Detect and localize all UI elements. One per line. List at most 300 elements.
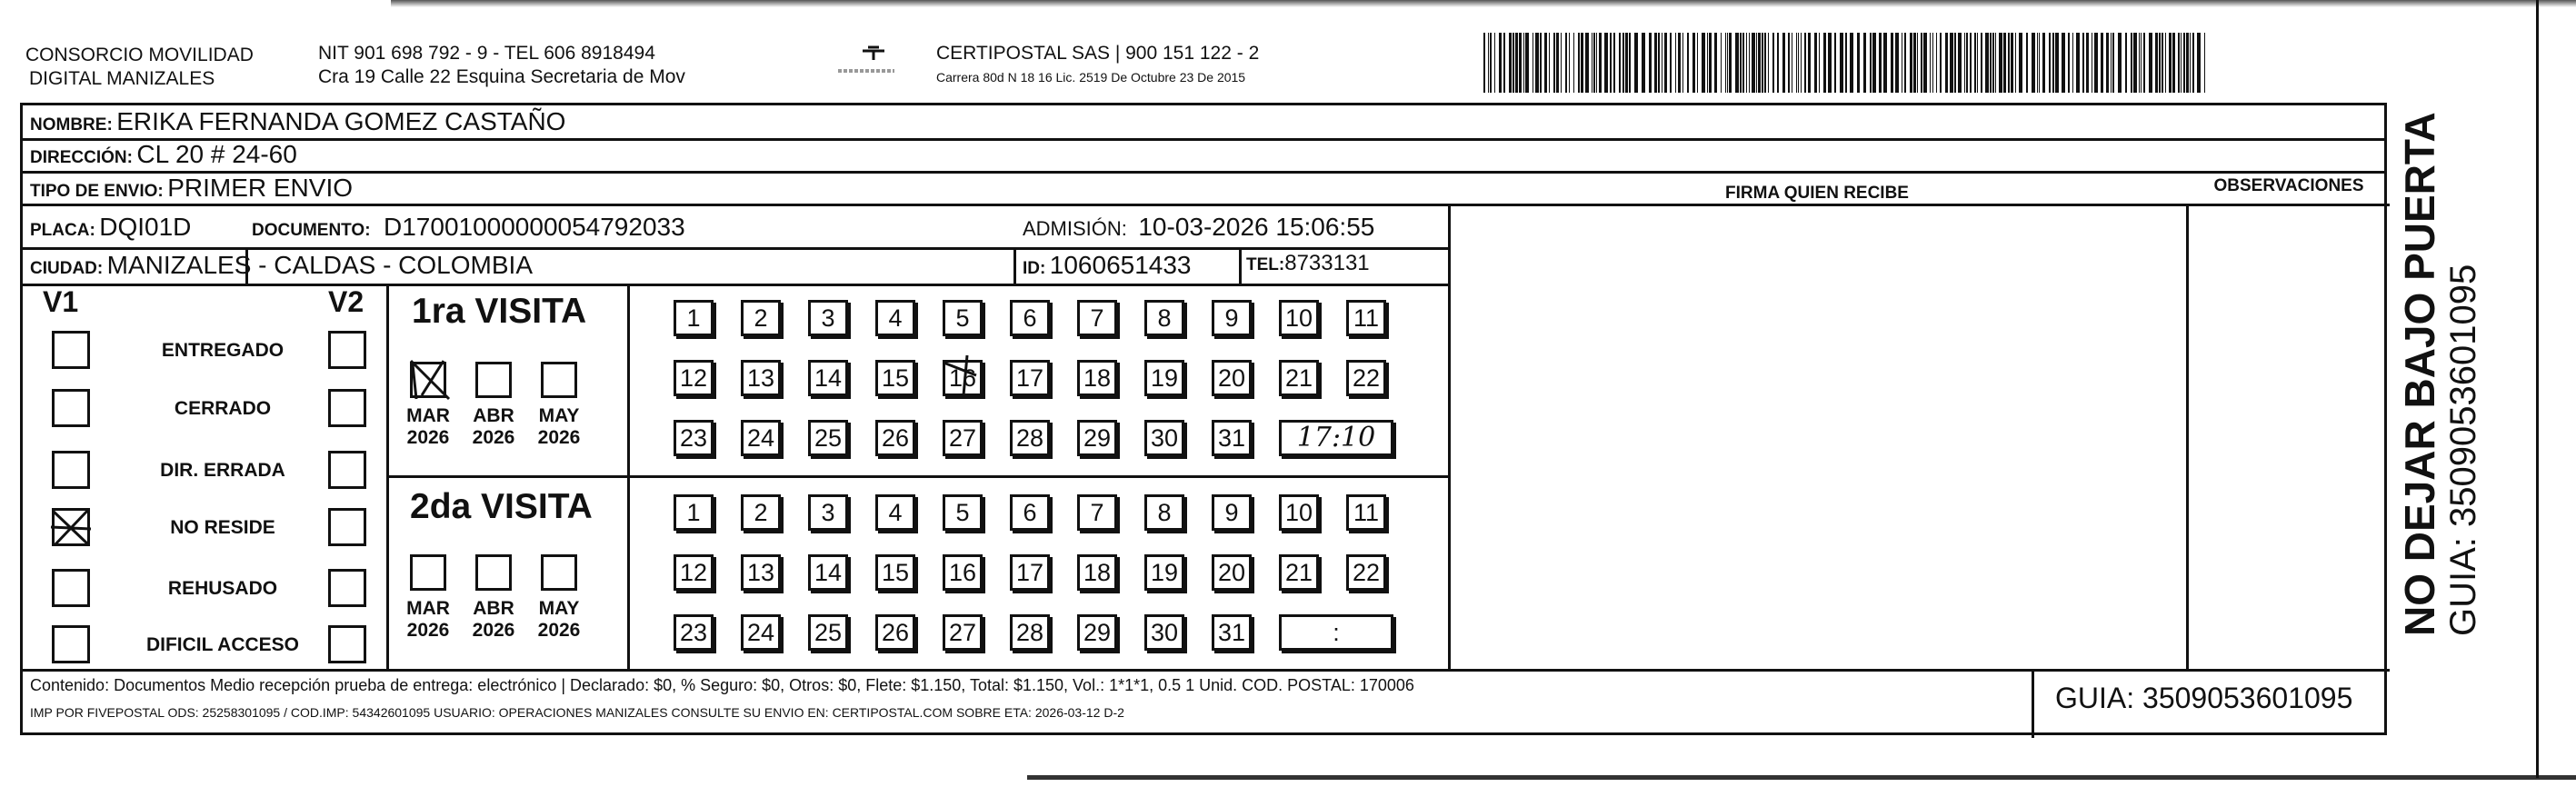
barcode-bar	[1768, 33, 1769, 93]
visit1-day-14[interactable]: 14	[808, 360, 848, 396]
visit2-day-23[interactable]: 23	[674, 614, 714, 651]
side-warning: NO DEJAR BAJO PUERTA	[2396, 112, 2443, 636]
barcode-bar	[1740, 33, 1742, 93]
barcode-bar	[2141, 33, 2142, 93]
month-year: 2026	[537, 427, 581, 448]
col-tel-sep	[1239, 247, 1242, 284]
barcode-bar	[1622, 33, 1624, 93]
courier-line: CERTIPOSTAL SAS | 900 151 122 - 2	[936, 43, 1260, 64]
barcode-bar	[1845, 33, 1847, 93]
barcode-bar	[1742, 33, 1744, 93]
barcode-bar	[1535, 33, 1539, 93]
barcode-bar	[2008, 33, 2010, 93]
visit2-day-11[interactable]: 11	[1346, 494, 1386, 531]
visit2-day-22[interactable]: 22	[1346, 554, 1386, 591]
barcode-bar	[2192, 33, 2194, 93]
barcode-bar	[1819, 33, 1820, 93]
visit2-day-2[interactable]: 2	[741, 494, 781, 531]
barcode-bar	[1629, 33, 1631, 93]
barcode-bar	[1954, 33, 1956, 93]
visit2-day-29[interactable]: 29	[1077, 614, 1117, 651]
top-edge-shadow	[391, 0, 2576, 7]
visit1-day-5[interactable]: 5	[943, 300, 983, 336]
visit1-day-18[interactable]: 18	[1077, 360, 1117, 396]
visit1-day-31[interactable]: 31	[1212, 420, 1252, 456]
main-form	[20, 103, 2387, 735]
barcode	[1483, 33, 2211, 93]
visit1-day-21[interactable]: 21	[1279, 360, 1319, 396]
barcode-bar	[1808, 33, 1811, 93]
barcode-bar	[1872, 33, 1876, 93]
barcode-bar	[2062, 33, 2065, 93]
barcode-bar	[1613, 33, 1615, 93]
admision-value: 10-03-2026 15:06:55	[1138, 213, 1375, 241]
barcode-bar	[1490, 33, 1492, 93]
v2-label: V2	[328, 285, 364, 318]
barcode-bar	[1974, 33, 1976, 93]
courier-info	[936, 42, 1259, 85]
barcode-bar	[1634, 33, 1638, 93]
direccion-label: DIRECCIÓN:	[30, 148, 133, 167]
barcode-bar	[2094, 33, 2098, 93]
barcode-bar	[2169, 33, 2172, 93]
rule-1	[23, 138, 2384, 141]
option-label-1: ENTREGADO	[161, 340, 285, 361]
visit1-day-16[interactable]	[943, 360, 983, 396]
barcode-bar	[1999, 33, 2002, 93]
barcode-bar	[1904, 33, 1906, 93]
col-admision-sep	[1013, 247, 1016, 284]
v2-checkbox-4[interactable]	[328, 508, 366, 546]
barcode-bar	[2039, 33, 2040, 93]
barcode-bar	[2026, 33, 2028, 93]
guia-box: GUIA: 3509053601095	[2055, 682, 2353, 714]
month-year: 2026	[472, 620, 515, 641]
visit1-day-19[interactable]: 19	[1144, 360, 1184, 396]
barcode-bar	[2112, 33, 2114, 93]
visit1-day-22[interactable]: 22	[1346, 360, 1386, 396]
id-cell	[1023, 251, 1192, 280]
barcode-bar	[1895, 33, 1899, 93]
barcode-bar	[1540, 33, 1542, 93]
placa-cell	[30, 213, 191, 242]
barcode-bar	[2131, 33, 2132, 93]
barcode-bar	[1828, 33, 1832, 93]
day-number: 16	[948, 364, 977, 392]
v2-checkbox-1[interactable]	[328, 331, 366, 369]
visit1-day-23[interactable]: 23	[674, 420, 714, 456]
barcode-bar	[1702, 33, 1705, 93]
visit1-day-20[interactable]: 20	[1212, 360, 1252, 396]
barcode-bar	[1950, 33, 1953, 93]
month-name: MAY	[538, 405, 580, 426]
barcode-bar	[1970, 33, 1972, 93]
barcode-bar	[1658, 33, 1660, 93]
address-line: Cra 19 Calle 22 Esquina Secretaria de Mov	[318, 66, 685, 87]
visit2-day-16[interactable]: 16	[943, 554, 983, 591]
visit2-time-box[interactable]: :	[1279, 614, 1393, 651]
barcode-bar	[1883, 33, 1887, 93]
barcode-bar	[1729, 33, 1732, 93]
visit2-month-label-mar	[401, 598, 455, 642]
visit1-day-6[interactable]: 6	[1010, 300, 1050, 336]
visit2-day-13[interactable]: 13	[741, 554, 781, 591]
barcode-bar	[1990, 33, 1992, 93]
company-contact	[318, 42, 685, 89]
company-name	[25, 44, 254, 91]
visit2-day-5[interactable]: 5	[943, 494, 983, 531]
barcode-bar	[1523, 33, 1524, 93]
barcode-bar	[1891, 33, 1893, 93]
barcode-bar	[1642, 33, 1645, 93]
col-obs-left	[2186, 204, 2189, 669]
visit1-day-8[interactable]: 8	[1144, 300, 1184, 336]
tipo-envio-label: TIPO DE ENVIO:	[30, 182, 164, 201]
option-label-3: DIR. ERRADA	[160, 460, 285, 481]
barcode-bar	[1599, 33, 1602, 93]
barcode-bar	[1654, 33, 1657, 93]
visit2-month-box-may[interactable]	[541, 554, 577, 591]
visit1-time-box[interactable]: 17:10	[1279, 420, 1393, 456]
visit2-day-6[interactable]: 6	[1010, 494, 1050, 531]
barcode-bar	[1964, 33, 1965, 93]
barcode-bar	[1840, 33, 1843, 93]
barcode-bar	[1992, 33, 1994, 93]
barcode-bar	[1675, 33, 1676, 93]
month-name: MAR	[406, 405, 450, 426]
barcode-bar	[1592, 33, 1593, 93]
first-visit-title: 1ra VISITA	[412, 292, 587, 331]
barcode-bar	[1788, 33, 1790, 93]
v1-checkbox-2[interactable]	[52, 389, 90, 427]
barcode-bar	[2003, 33, 2006, 93]
barcode-bar	[2049, 33, 2051, 93]
v2-checkbox-3[interactable]	[328, 451, 366, 489]
visit1-month-box-mar[interactable]	[410, 362, 446, 398]
admision-cell	[1023, 213, 1374, 242]
rule-footer	[23, 669, 2390, 672]
barcode-bar	[1930, 33, 1931, 93]
month-name: ABR	[473, 598, 514, 619]
barcode-bar	[1692, 33, 1695, 93]
tipo-envio-row	[30, 174, 353, 203]
visit1-month-label-mar	[401, 405, 455, 449]
barcode-bar	[2032, 33, 2035, 93]
v1-checkbox-1[interactable]	[52, 331, 90, 369]
barcode-bar	[1727, 33, 1728, 93]
barcode-bar	[1707, 33, 1708, 93]
barcode-bar	[1735, 33, 1739, 93]
barcode-bar	[1879, 33, 1882, 93]
month-name: ABR	[473, 405, 514, 426]
barcode-bar	[2178, 33, 2180, 93]
nombre-value: ERIKA FERNANDA GOMEZ CASTAÑO	[116, 107, 566, 135]
barcode-bar	[1777, 33, 1779, 93]
barcode-bar	[2106, 33, 2109, 93]
barcode-bar	[1977, 33, 1978, 93]
barcode-bar	[1515, 33, 1518, 93]
barcode-bar	[1483, 33, 1485, 93]
v2-checkbox-2[interactable]	[328, 389, 366, 427]
rule-4	[23, 247, 1448, 250]
barcode-bar	[1981, 33, 1982, 93]
barcode-bar	[1585, 33, 1589, 93]
visit1-day-29[interactable]: 29	[1077, 420, 1117, 456]
visit2-month-box-mar[interactable]	[410, 554, 446, 591]
barcode-bar	[1917, 33, 1918, 93]
company-line-1: CONSORCIO MOVILIDAD	[25, 45, 254, 65]
barcode-bar	[1758, 33, 1761, 93]
barcode-bar	[2019, 33, 2022, 93]
barcode-bar	[1697, 33, 1698, 93]
visit1-day-25[interactable]: 25	[808, 420, 848, 456]
v2-checkbox-6[interactable]	[328, 625, 366, 663]
barcode-bar	[1910, 33, 1912, 93]
visit2-day-15[interactable]: 15	[875, 554, 915, 591]
contenido-line: Contenido: Documentos Medio recepción prueba de entrega: electrónico | Declarado: $0, % Seguro: $0, Otros: $0, Flete: $1.150, Total: $1.150, Vol.: 1*1*1, 0.5 1 Unid. COD. POSTAL: 170006	[30, 676, 1414, 694]
side-warning-block	[2396, 55, 2514, 636]
courier-logo-icon	[860, 44, 887, 62]
visit2-day-28[interactable]: 28	[1010, 614, 1050, 651]
barcode-bar	[2162, 33, 2163, 93]
barcode-bar	[1649, 33, 1652, 93]
barcode-bar	[1709, 33, 1712, 93]
barcode-bar	[1549, 33, 1550, 93]
nit-line: NIT 901 698 792 - 9 - TEL 606 8918494	[318, 43, 655, 64]
barcode-bar	[2143, 33, 2145, 93]
visit1-day-2[interactable]: 2	[741, 300, 781, 336]
barcode-bar	[2190, 33, 2191, 93]
visit1-month-label-may	[532, 405, 586, 449]
visit2-day-19[interactable]: 19	[1144, 554, 1184, 591]
barcode-bar	[1714, 33, 1717, 93]
barcode-bar	[1995, 33, 1996, 93]
barcode-bar	[1604, 33, 1608, 93]
barcode-bar	[2204, 33, 2205, 93]
option-label-5: REHUSADO	[167, 578, 278, 599]
visit1-month-box-may[interactable]	[541, 362, 577, 398]
barcode-bar	[1596, 33, 1597, 93]
visit1-day-28[interactable]: 28	[1010, 420, 1050, 456]
visit1-day-10[interactable]: 10	[1279, 300, 1319, 336]
month-year: 2026	[472, 427, 515, 448]
barcode-bar	[1796, 33, 1797, 93]
barcode-bar	[1936, 33, 1937, 93]
visit2-day-26[interactable]: 26	[875, 614, 915, 651]
barcode-bar	[2181, 33, 2182, 93]
v1-checkbox-5[interactable]	[52, 569, 90, 607]
barcode-bar	[1625, 33, 1628, 93]
visit1-day-9[interactable]: 9	[1212, 300, 1252, 336]
visit1-day-27[interactable]: 27	[943, 420, 983, 456]
visit2-day-1[interactable]: 1	[674, 494, 714, 531]
ciudad-value: MANIZALES - CALDAS - COLOMBIA	[106, 251, 533, 279]
barcode-bar	[1850, 33, 1853, 93]
visit1-day-11[interactable]: 11	[1346, 300, 1386, 336]
visit2-day-4[interactable]: 4	[875, 494, 915, 531]
visit2-day-18[interactable]: 18	[1077, 554, 1117, 591]
visit2-day-24[interactable]: 24	[741, 614, 781, 651]
col-days-left	[627, 284, 630, 669]
visit2-day-31[interactable]: 31	[1212, 614, 1252, 651]
visit2-day-14[interactable]: 14	[808, 554, 848, 591]
v1-checkbox-4[interactable]	[52, 508, 90, 546]
barcode-bar	[1834, 33, 1836, 93]
barcode-bar	[2011, 33, 2013, 93]
visit2-day-10[interactable]: 10	[1279, 494, 1319, 531]
observaciones-label: OBSERVACIONES	[2213, 176, 2364, 195]
check-mark-icon	[940, 354, 985, 399]
option-label-4: NO RESIDE	[170, 517, 275, 538]
barcode-bar	[1923, 33, 1927, 93]
check-mark-icon	[407, 357, 453, 403]
visit2-day-21[interactable]: 21	[1279, 554, 1319, 591]
visit2-month-label-abr	[466, 598, 521, 642]
barcode-bar	[1958, 33, 1962, 93]
barcode-bar	[1782, 33, 1785, 93]
ciudad-cell	[30, 251, 533, 280]
barcode-bar	[2015, 33, 2016, 93]
barcode-bar	[1823, 33, 1826, 93]
barcode-bar	[1798, 33, 1799, 93]
visit1-day-26[interactable]: 26	[875, 420, 915, 456]
barcode-bar	[1762, 33, 1763, 93]
rule-7	[386, 475, 1448, 478]
id-value: 1060651433	[1049, 251, 1192, 279]
barcode-bar	[2186, 33, 2189, 93]
visit1-day-7[interactable]: 7	[1077, 300, 1117, 336]
tel-cell	[1246, 251, 1370, 276]
documento-cell	[252, 213, 685, 242]
visit1-month-label-abr	[466, 405, 521, 449]
placa-value: DQI01D	[99, 213, 192, 241]
barcode-bar	[1804, 33, 1806, 93]
barcode-bar	[2159, 33, 2161, 93]
barcode-bar	[1687, 33, 1689, 93]
v1-checkbox-3[interactable]	[52, 451, 90, 489]
barcode-bar	[2133, 33, 2137, 93]
barcode-bar	[1801, 33, 1802, 93]
visit2-day-7[interactable]: 7	[1077, 494, 1117, 531]
visit2-day-9[interactable]: 9	[1212, 494, 1252, 531]
v1-checkbox-6[interactable]	[52, 625, 90, 663]
barcode-bar	[1940, 33, 1942, 93]
barcode-bar	[2042, 33, 2045, 93]
option-label-6: DIFICIL ACCESO	[145, 634, 299, 655]
rule-3	[23, 204, 2390, 206]
visit1-day-1[interactable]: 1	[674, 300, 714, 336]
visit1-day-13[interactable]: 13	[741, 360, 781, 396]
col-guia-sep	[2032, 669, 2034, 738]
barcode-bar	[1863, 33, 1866, 93]
imp-line: IMP POR FIVEPOSTAL ODS: 25258301095 / COD.IMP: 54342601095 USUARIO: OPERACIONES MANIZALES CONSULTE SU ENVIO EN: CERTIPOSTAL.COM SOBRE ETA: 2026-03-12 D-2	[30, 705, 1124, 720]
barcode-bar	[2139, 33, 2140, 93]
barcode-bar	[2055, 33, 2059, 93]
barcode-bar	[1752, 33, 1755, 93]
barcode-bar	[2052, 33, 2054, 93]
barcode-bar	[1682, 33, 1683, 93]
month-year: 2026	[406, 620, 450, 641]
visit2-day-25[interactable]: 25	[808, 614, 848, 651]
barcode-bar	[1870, 33, 1872, 93]
barcode-bar	[2165, 33, 2166, 93]
v2-checkbox-5[interactable]	[328, 569, 366, 607]
visit1-month-box-abr[interactable]	[475, 362, 512, 398]
visit2-day-30[interactable]: 30	[1144, 614, 1184, 651]
barcode-bar	[1725, 33, 1726, 93]
company-line-2: DIGITAL MANIZALES	[29, 68, 215, 89]
barcode-bar	[2076, 33, 2080, 93]
visit2-day-27[interactable]: 27	[943, 614, 983, 651]
visit2-day-17[interactable]: 17	[1010, 554, 1050, 591]
tel-value: 8733131	[1284, 251, 1370, 275]
barcode-bar	[2149, 33, 2152, 93]
courier-logo-small	[838, 69, 894, 73]
nombre-row	[30, 107, 565, 136]
barcode-bar	[2172, 33, 2175, 93]
visit2-day-8[interactable]: 8	[1144, 494, 1184, 531]
barcode-bar	[1488, 33, 1489, 93]
v1-label: V1	[43, 285, 79, 318]
visit1-day-3[interactable]: 3	[808, 300, 848, 336]
barcode-bar	[2155, 33, 2158, 93]
barcode-bar	[1764, 33, 1766, 93]
visit1-day-17[interactable]: 17	[1010, 360, 1050, 396]
rule-6	[23, 284, 1448, 286]
barcode-bar	[1857, 33, 1860, 93]
barcode-bar	[2118, 33, 2122, 93]
right-edge	[2536, 0, 2539, 778]
visit2-day-12[interactable]: 12	[674, 554, 714, 591]
barcode-bar	[1503, 33, 1505, 93]
barcode-bar	[2197, 33, 2201, 93]
month-name: MAR	[406, 598, 450, 619]
barcode-bar	[1581, 33, 1583, 93]
option-label-2: CERRADO	[174, 398, 272, 419]
nombre-label: NOMBRE:	[30, 115, 113, 134]
barcode-bar	[1509, 33, 1512, 93]
visit1-day-30[interactable]: 30	[1144, 420, 1184, 456]
barcode-bar	[2101, 33, 2103, 93]
barcode-bar	[1499, 33, 1502, 93]
visit1-day-24[interactable]: 24	[741, 420, 781, 456]
month-year: 2026	[537, 620, 581, 641]
barcode-bar	[1573, 33, 1574, 93]
barcode-bar	[2082, 33, 2084, 93]
barcode-bar	[1593, 33, 1595, 93]
col-obs-bottom	[2186, 204, 2390, 206]
visit2-month-box-abr[interactable]	[475, 554, 512, 591]
barcode-bar	[1578, 33, 1580, 93]
barcode-bar	[2037, 33, 2038, 93]
barcode-bar	[1932, 33, 1933, 93]
visit1-day-4[interactable]: 4	[875, 300, 915, 336]
second-visit-title: 2da VISITA	[410, 487, 593, 526]
visit2-day-20[interactable]: 20	[1212, 554, 1252, 591]
documento-label: DOCUMENTO:	[252, 221, 371, 240]
month-name: MAY	[538, 598, 580, 619]
barcode-bar	[1619, 33, 1621, 93]
barcode-bar	[2125, 33, 2127, 93]
visit1-day-12[interactable]: 12	[674, 360, 714, 396]
barcode-bar	[1966, 33, 1968, 93]
barcode-bar	[1945, 33, 1948, 93]
bottom-edge-shadow	[1027, 775, 2576, 780]
visit2-day-3[interactable]: 3	[808, 494, 848, 531]
visit1-day-15[interactable]: 15	[875, 360, 915, 396]
barcode-bar	[1519, 33, 1522, 93]
id-label: ID:	[1023, 259, 1046, 278]
